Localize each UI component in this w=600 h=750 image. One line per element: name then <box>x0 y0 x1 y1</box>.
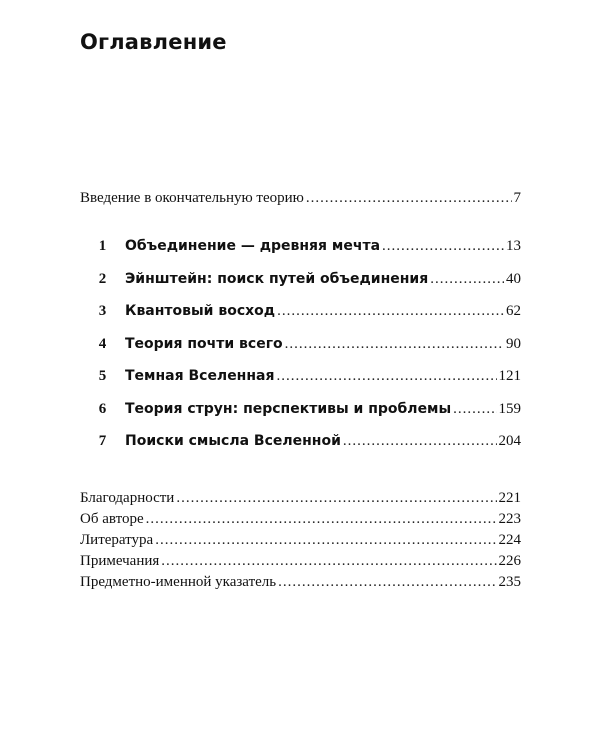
toc-entry[interactable] <box>80 532 521 553</box>
page-title: Оглавление <box>80 30 227 54</box>
toc-entry-page: 226 <box>498 553 521 569</box>
toc-entry-label: Благодарности <box>80 490 175 506</box>
chapter-page: 204 <box>498 433 521 449</box>
toc-chapter[interactable] <box>80 303 521 336</box>
dot-leader <box>161 553 496 570</box>
chapter-page: 62 <box>506 303 521 319</box>
chapter-number: 1 <box>98 238 107 254</box>
toc-chapter[interactable] <box>80 433 521 466</box>
dot-leader <box>278 574 496 591</box>
chapter-number: 4 <box>98 335 107 352</box>
chapter-page: 13 <box>506 238 521 254</box>
toc-entry-intro[interactable] <box>80 190 521 207</box>
chapter-page: 90 <box>506 335 521 352</box>
toc-entry-page: 223 <box>498 511 521 527</box>
dot-leader <box>285 336 504 353</box>
toc-entry-label: Об авторе <box>80 511 144 527</box>
dot-leader <box>155 532 496 549</box>
chapter-title: Темная Вселенная <box>125 368 275 384</box>
dot-leader <box>276 368 496 385</box>
chapter-number: 5 <box>98 368 107 384</box>
toc-entry[interactable] <box>80 511 521 532</box>
chapter-title: Эйнштейн: поиск путей объединения <box>125 270 429 287</box>
toc-entry-label: Предметно-именной указатель <box>80 574 277 590</box>
dot-leader <box>343 433 497 450</box>
toc-chapter[interactable] <box>80 401 521 434</box>
toc-chapter[interactable] <box>80 368 521 401</box>
toc-chapter[interactable] <box>80 336 521 369</box>
dot-leader <box>277 303 504 320</box>
toc-entry-page: 221 <box>498 490 521 506</box>
toc-entry-label: Введение в окончательную теорию <box>80 190 304 206</box>
chapter-title: Теория струн: перспективы и проблемы <box>125 400 452 417</box>
chapter-title: Квантовый восход <box>125 303 276 319</box>
chapter-page: 121 <box>498 368 521 384</box>
toc-entry-page: 235 <box>498 574 521 590</box>
chapter-number: 3 <box>98 303 107 319</box>
toc-introduction <box>80 190 521 207</box>
dot-leader <box>146 511 497 528</box>
toc-chapter[interactable] <box>80 238 521 271</box>
toc-entry[interactable] <box>80 490 521 511</box>
toc-entry[interactable] <box>80 553 521 574</box>
chapter-number: 7 <box>98 433 107 449</box>
toc-back-matter <box>80 490 521 595</box>
dot-leader <box>306 190 512 207</box>
chapter-page: 40 <box>506 270 521 287</box>
dot-leader <box>453 401 496 418</box>
chapter-number: 6 <box>98 400 107 417</box>
chapter-title: Теория почти всего <box>125 335 283 352</box>
toc-chapters <box>80 238 521 466</box>
dot-leader <box>176 490 496 507</box>
toc-entry-label: Примечания <box>80 553 160 569</box>
toc-entry-page: 7 <box>513 190 521 206</box>
toc-entry[interactable] <box>80 574 521 595</box>
chapter-number: 2 <box>98 270 107 287</box>
dot-leader <box>382 238 504 255</box>
toc-entry-page: 224 <box>498 532 521 548</box>
dot-leader <box>430 271 504 288</box>
chapter-title: Объединение — древняя мечта <box>125 238 381 254</box>
chapter-title: Поиски смысла Вселенной <box>125 433 341 449</box>
chapter-page: 159 <box>498 400 521 417</box>
toc-entry-label: Литература <box>80 532 154 548</box>
toc-chapter[interactable] <box>80 271 521 304</box>
